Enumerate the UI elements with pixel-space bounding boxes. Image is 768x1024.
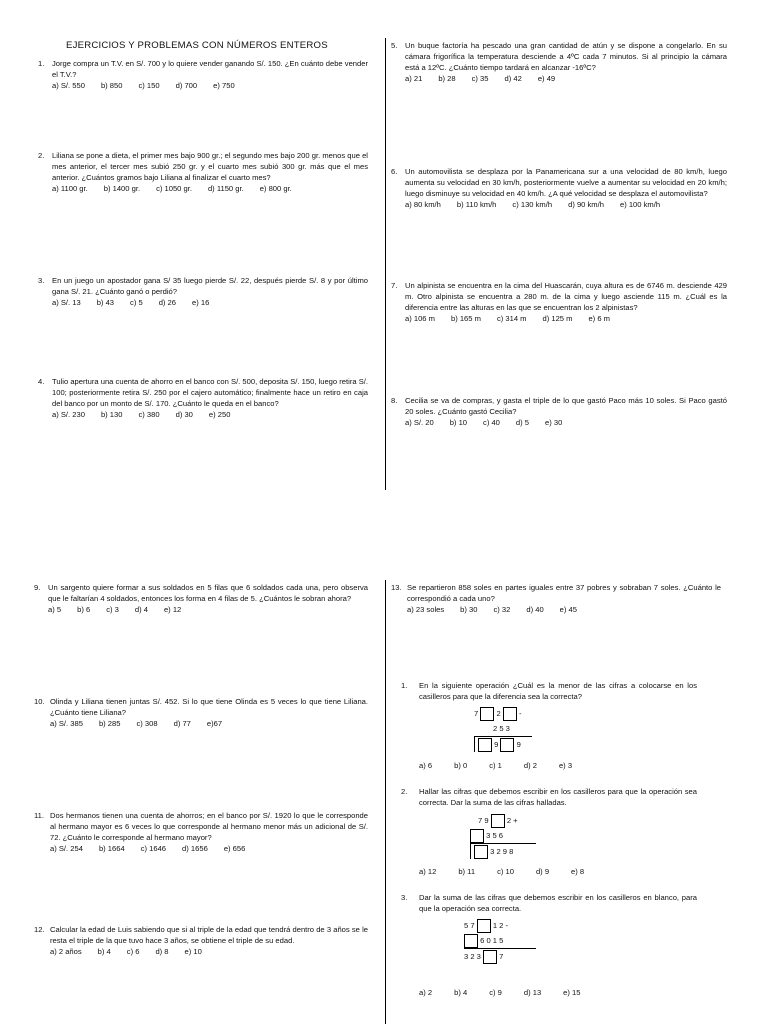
answer-option: e)67 [206, 719, 223, 728]
answer-option: a) 6 [419, 761, 433, 770]
answer-option: c) 1050 gr. [156, 184, 192, 193]
answer-option: e) 30 [545, 418, 563, 427]
answer-options [34, 604, 368, 615]
problem-text: En un juego un apostador gana S/ 35 luego pierde S/. 22, después pierde S/. 8 y por último gana S/. 21. ¿Cuánto ganó o perdió? [52, 276, 368, 296]
answer-option: a) 2 [419, 988, 433, 997]
answer-options [38, 409, 368, 420]
answer-option: d) 4 [134, 605, 148, 614]
answer-option: d) 1150 gr. [207, 184, 244, 193]
answer-option: e) 49 [537, 74, 556, 83]
blank-box [474, 845, 488, 859]
arith2-row2: 3 5 6 [486, 831, 504, 840]
arithmetic-1 [474, 706, 532, 752]
answer-option: b) 4 [97, 947, 111, 956]
answer-option: e) 16 [192, 298, 210, 307]
arith1-operator: - [518, 709, 522, 718]
problem [38, 150, 368, 194]
problem-text: Calcular la edad de Luis sabiendo que si al triple de la edad que tendrá dentro de 3 años se le resta el triple de la que tuvo hace 3 años, se obtiene el triple de su edad. [50, 925, 368, 945]
answer-option: c) 9 [489, 988, 502, 997]
answer-option: c) 380 [138, 410, 160, 419]
answer-option: d) 9 [535, 867, 550, 876]
sub-problem-number: 1. [401, 681, 408, 690]
answer-option: b) 28 [438, 74, 456, 83]
problem-text: Se repartieron 858 soles en partes iguales entre 37 pobres y sobraban 7 soles. ¿Cuánto le correspondió a cada uno? [407, 583, 721, 603]
answer-option: e) 8 [571, 867, 585, 876]
answer-option: b) 43 [96, 298, 115, 307]
answer-option: c) 150 [138, 81, 160, 90]
answer-option: d) 125 m [542, 314, 573, 323]
arith3-digits: 3 2 3 [464, 952, 481, 961]
blank-box [478, 738, 492, 752]
problem [38, 275, 368, 308]
answer-option: c) 1 [489, 761, 502, 770]
arith1-digit: 9 [494, 740, 499, 749]
answer-options [34, 946, 368, 957]
answer-option: a) 2 años [50, 947, 82, 956]
arith3-digits: 1 2 [492, 921, 504, 930]
arith3-operator: - [505, 921, 509, 930]
arith2-digits: 7 9 [478, 816, 489, 825]
answer-option: d) 42 [504, 74, 522, 83]
answer-option: b) 6 [77, 605, 91, 614]
answer-option: a) S/. 20 [405, 418, 434, 427]
arith2-row3: 3 2 9 8 [490, 847, 514, 856]
answer-options [34, 718, 368, 729]
answer-option: a) S/. 13 [52, 298, 81, 307]
answer-option: a) 1100 gr. [52, 184, 88, 193]
answer-options [419, 866, 606, 877]
answer-option: a) S/. 254 [50, 844, 83, 853]
problem [391, 280, 727, 324]
blank-box [491, 814, 505, 828]
answer-options [391, 313, 727, 324]
answer-option: a) 21 [405, 74, 423, 83]
answer-options [391, 73, 727, 84]
arith3-digit: 7 [499, 952, 504, 961]
answer-option: c) 40 [483, 418, 500, 427]
answer-option: c) 10 [497, 867, 514, 876]
column-divider-top [385, 38, 386, 490]
answer-options [391, 604, 721, 615]
sub-problem [401, 680, 697, 702]
answer-option: a) S/. 385 [50, 719, 83, 728]
problem-number: 3. [38, 276, 45, 285]
problem-text: Un alpinista se encuentra en la cima del Huascarán, cuya altura es de 6746 m. desciende 429 m. Otro alpinista se encuentra a 280 m. de la cima y luego asciende 115 m. ¿Cuál es la diferencia entre las alturas en las que se encuentran los 2 alpinistas? [405, 281, 727, 312]
answer-option: d) 90 km/h [568, 200, 604, 209]
problem-text: Tulio apertura una cuenta de ahorro en el banco con S/. 500, deposita S/. 150, luego retira S/. 100; posteriormente retira S/. 250 por el cajero automático; finalmente hace un retiro en caja del banco por un monto de S/. 170. ¿Cuánto le queda en el banco? [52, 377, 368, 408]
problem-text: Un automovilista se desplaza por la Panamericana sur a una velocidad de 80 km/h, luego aumenta su velocidad en 30 km/h, posteriormente vuelve a aumentar su velocidad en 20 km/h; luego disminuye su velocidad en 40 km/h. ¿A qué velocidad se desplaza el automovilista? [405, 167, 727, 198]
sub-problem-number: 3. [401, 893, 408, 902]
arithmetic-2 [470, 813, 536, 859]
answer-option: a) 80 km/h [405, 200, 441, 209]
answer-option: e) 656 [223, 844, 246, 853]
answer-option: c) 308 [136, 719, 158, 728]
blank-box [464, 934, 478, 948]
blank-box [470, 829, 484, 843]
answer-option: b) 11 [458, 867, 476, 876]
arith1-row2: 2 5 3 [493, 724, 510, 733]
arith3-digits: 5 7 [464, 921, 475, 930]
answer-option: e) 100 km/h [619, 200, 661, 209]
answer-option: e) 6 m [588, 314, 610, 323]
problem [391, 40, 727, 84]
arith1-digit: 7 [474, 709, 479, 718]
answer-option: e) 750 [213, 81, 235, 90]
problem-number: 5. [391, 41, 398, 50]
answer-option: b) 130 [100, 410, 123, 419]
answer-option: a) 106 m [405, 314, 435, 323]
sub-problem [401, 892, 697, 914]
answer-option: c) 314 m [496, 314, 527, 323]
answer-options [391, 199, 727, 210]
answer-option: c) 3 [106, 605, 119, 614]
answer-option: b) 0 [454, 761, 468, 770]
answer-option: d) 2 [523, 761, 537, 770]
problem-number: 6. [391, 167, 398, 176]
problem-text: Un buque factoría ha pescado una gran cantidad de atún y se dispone a congelarlo. En su cámara frigorífica la temperatura desciende a 4ºC cada 7 minutos. Si al principio la cámara está a 12ºC. ¿Cuánto tiempo tardará en alcanzar -16ºC? [405, 41, 727, 72]
answer-option: b) 850 [100, 81, 123, 90]
answer-option: a) 12 [419, 867, 437, 876]
answer-option: c) 130 km/h [512, 200, 553, 209]
problem [38, 58, 368, 91]
problem-number: 4. [38, 377, 45, 386]
answer-option: d) 40 [526, 605, 544, 614]
answer-option: e) 45 [559, 605, 577, 614]
answer-option: e) 15 [563, 988, 581, 997]
answer-option: c) 32 [493, 605, 511, 614]
arith2-digit: 2 [506, 816, 512, 825]
problem-text: Olinda y Liliana tienen juntas S/. 452. Si lo que tiene Olinda es 5 veces lo que tiene Liliana. ¿Cuánto tiene Liliana? [50, 697, 368, 717]
answer-option: d) 77 [173, 719, 191, 728]
answer-options [419, 760, 594, 771]
answer-option: a) 5 [48, 605, 62, 614]
sub-problem-text: Hallar las cifras que debemos escribir en los casilleros para que la operación sea correcta. Dar la suma de las cifras halladas. [419, 787, 697, 807]
blank-box [483, 950, 497, 964]
answer-option: e) 12 [163, 605, 182, 614]
problem [34, 810, 368, 854]
answer-option: b) 285 [98, 719, 121, 728]
answer-option: d) 8 [155, 947, 169, 956]
sub-problem [401, 786, 697, 808]
answer-option: d) 26 [158, 298, 176, 307]
problem-text: Cecilia se va de compras, y gasta el triple de lo que gastó Paco más 10 soles. Si Paco gastó 20 soles. ¿Cuánto gastó Cecilia? [405, 396, 727, 416]
blank-box [480, 707, 494, 721]
problem-number: 9. [34, 583, 41, 592]
answer-options [38, 80, 368, 91]
answer-option: c) 5 [130, 298, 143, 307]
problem [38, 376, 368, 420]
answer-option: c) 6 [126, 947, 140, 956]
answer-option: d) 700 [175, 81, 198, 90]
problem [34, 696, 368, 729]
answer-option: a) S/. 550 [52, 81, 85, 90]
arith1-digit: 2 [496, 709, 501, 718]
answer-option: c) 1646 [140, 844, 167, 853]
problem [391, 582, 721, 615]
sub-problem-text: Dar la suma de las cifras que debemos escribir en los casilleros en blanco, para que la operación sea correcta. [419, 893, 697, 913]
arith3-row2: 6 0 1 5 [480, 936, 504, 945]
problem-number: 7. [391, 281, 398, 290]
answer-option: b) 110 km/h [456, 200, 497, 209]
arith1-digit: 9 [516, 740, 521, 749]
column-divider-bottom [385, 580, 386, 1024]
problem-number: 10. [34, 697, 45, 706]
answer-option: b) 30 [460, 605, 478, 614]
problem-number: 8. [391, 396, 398, 405]
answer-option: b) 1664 [98, 844, 125, 853]
answer-option: e) 10 [184, 947, 202, 956]
answer-option: a) 23 soles [407, 605, 445, 614]
answer-options [38, 183, 368, 194]
page-title: EJERCICIOS Y PROBLEMAS CON NÚMEROS ENTEROS [66, 40, 328, 51]
problem [391, 395, 727, 428]
blank-box [503, 707, 517, 721]
problem-text: Un sargento quiere formar a sus soldados en 5 filas que 6 soldados cada una, pero observa que le faltarían 4 soldados, entonces los forma en 4 filas de 5. ¿Cuántos le sobran ahora? [48, 583, 368, 603]
problem [391, 166, 727, 210]
problem [34, 924, 368, 957]
answer-option: e) 3 [558, 761, 573, 770]
answer-option: e) 800 gr. [259, 184, 292, 193]
answer-option: b) 4 [454, 988, 468, 997]
answer-option: d) 1656 [182, 844, 208, 853]
problem-text: Jorge compra un T.V. en S/. 700 y lo quiere vender ganando S/. 150. ¿En cuánto debe vender el T.V.? [52, 59, 368, 79]
answer-option: d) 30 [175, 410, 193, 419]
answer-option: b) 1400 gr. [103, 184, 141, 193]
arithmetic-3 [464, 918, 536, 964]
problem-text: Dos hermanos tienen una cuenta de ahorros; en el banco por S/. 1920 lo que le corresponde al hermano mayor es 6 veces lo que corresponde al hermano menor más un adicional de S/. 72. ¿Cuánto le corresponde al hermano mayor? [50, 811, 368, 842]
blank-box [477, 919, 491, 933]
blank-box [500, 738, 514, 752]
arith2-operator: + [513, 816, 518, 825]
answer-option: c) 35 [471, 74, 489, 83]
sub-problem-number: 2. [401, 787, 408, 796]
problem-number: 12. [34, 925, 45, 934]
problem-text: Liliana se pone a dieta, el primer mes bajo 900 gr.; el segundo mes bajo 200 gr. menos que el mes anterior, el tercer mes subió 250 gr. y el cuarto mes subió 300 gr. más que el mes anterior. ¿Cuántos gramos bajo Liliana al finalizar el cuarto mes? [52, 151, 368, 182]
sub-problem-text: En la siguiente operación ¿Cuál es la menor de las cifras a colocarse en los casilleros para que la diferencia sea la correcta? [419, 681, 697, 701]
answer-options [38, 297, 368, 308]
answer-options [419, 987, 602, 998]
problem [34, 582, 368, 615]
answer-option: b) 165 m [450, 314, 481, 323]
problem-number: 2. [38, 151, 45, 160]
problem-number: 1. [38, 59, 45, 68]
answer-option: d) 5 [515, 418, 529, 427]
answer-options [391, 417, 727, 428]
answer-option: a) S/. 230 [52, 410, 85, 419]
answer-options [34, 843, 368, 854]
answer-option: e) 250 [208, 410, 231, 419]
answer-option: d) 13 [523, 988, 542, 997]
problem-number: 11. [34, 811, 44, 820]
problem-number: 13. [391, 583, 402, 592]
answer-option: b) 10 [449, 418, 468, 427]
